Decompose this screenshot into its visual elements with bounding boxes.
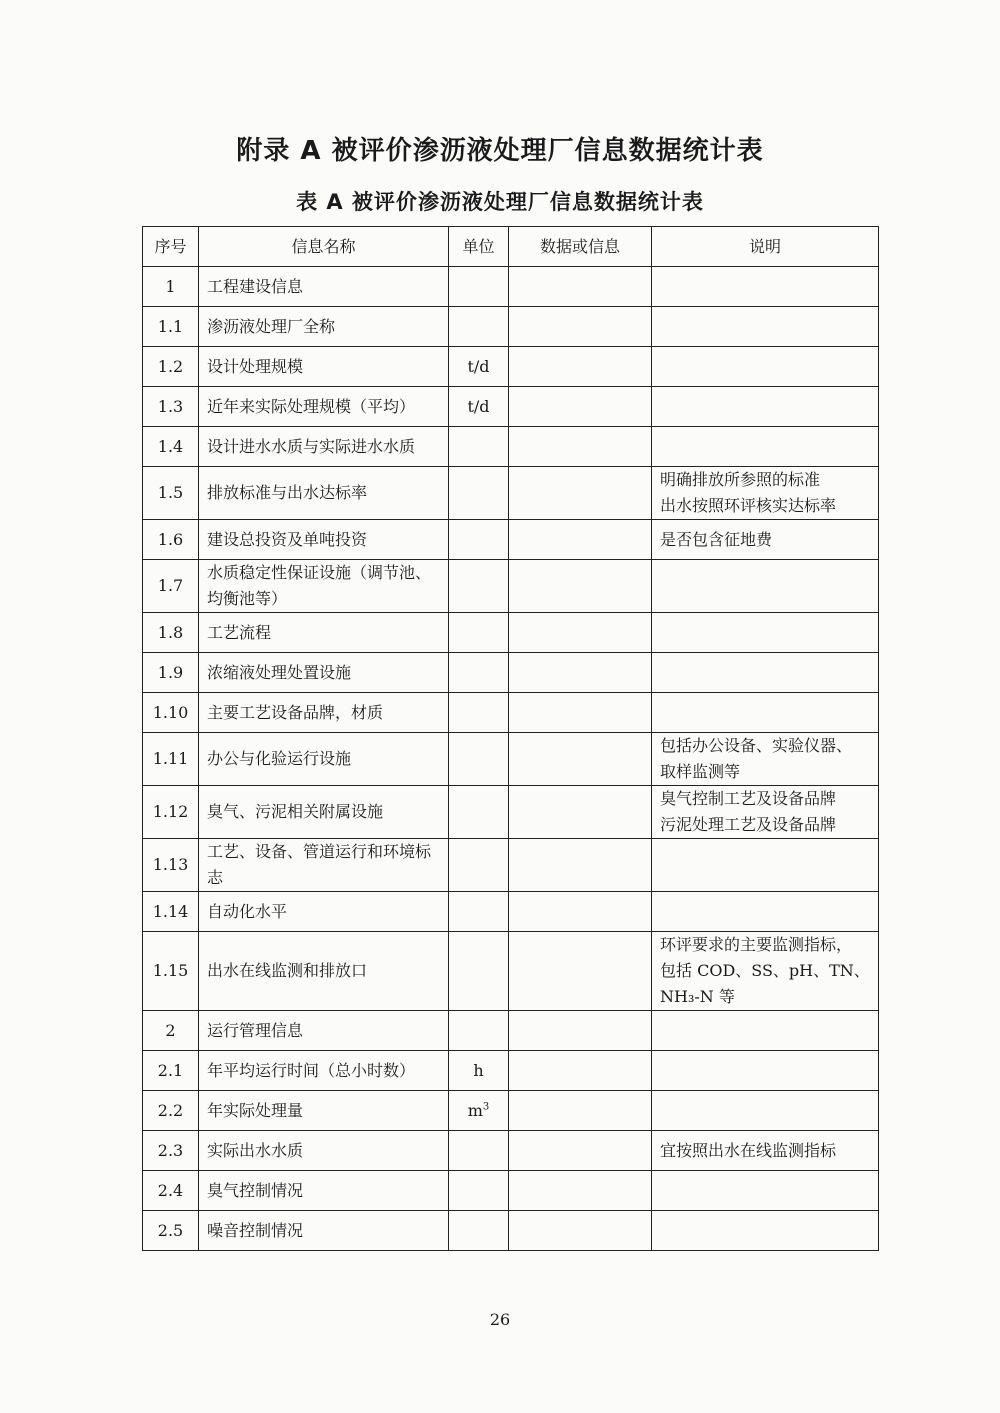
row-data-value (509, 892, 652, 932)
row-unit (449, 1091, 509, 1131)
row-data-value (509, 1131, 652, 1171)
row-unit-superscript: 3 (482, 1101, 490, 1113)
row-remark (652, 613, 879, 653)
row-unit (449, 653, 509, 693)
row-remark (652, 1131, 879, 1171)
row-data-value (509, 267, 652, 307)
row-info-name: 出水在线监测和排放口 (199, 932, 449, 1011)
row-remark (652, 1171, 879, 1211)
row-serial-number: 1.3 (143, 387, 199, 427)
row-data-value (509, 520, 652, 560)
table-row (143, 1211, 879, 1251)
row-serial-number: 1.11 (143, 733, 199, 786)
row-remark (652, 560, 879, 613)
row-unit (449, 347, 509, 387)
table-row (143, 520, 879, 560)
table-row (143, 693, 879, 733)
table-body (143, 267, 879, 1251)
row-remark-line: NH₃-N 等 (660, 987, 735, 1006)
row-unit (449, 520, 509, 560)
row-data-value (509, 693, 652, 733)
row-remark (652, 892, 879, 932)
appendix-title: 附录 A 被评价渗沥液处理厂信息数据统计表 (236, 136, 764, 166)
row-unit (449, 1211, 509, 1251)
row-remark-line: 宜按照出水在线监测指标 (660, 1140, 837, 1160)
row-remark (652, 267, 879, 307)
row-serial-number: 1.9 (143, 653, 199, 693)
row-data-value (509, 733, 652, 786)
table-row (143, 733, 879, 786)
row-info-name: 主要工艺设备品牌，材质 (199, 693, 449, 733)
row-unit (449, 467, 509, 520)
table-row (143, 613, 879, 653)
row-serial-number: 2 (143, 1011, 199, 1051)
row-remark-line: 臭气控制工艺及设备品牌 (660, 789, 837, 808)
row-serial-number: 2.2 (143, 1091, 199, 1131)
row-info-name: 运行管理信息 (199, 1011, 449, 1051)
row-serial-number: 1 (143, 267, 199, 307)
header-unit: 单位 (449, 227, 509, 267)
row-remark (652, 1211, 879, 1251)
row-remark-line: 是否包含征地费 (660, 529, 773, 549)
row-unit (449, 560, 509, 613)
row-remark (652, 693, 879, 733)
row-unit-text: t/d (467, 356, 490, 376)
table-row (143, 839, 879, 892)
row-unit (449, 733, 509, 786)
row-serial-number: 1.10 (143, 693, 199, 733)
row-unit (449, 1171, 509, 1211)
row-info-name: 年实际处理量 (199, 1091, 449, 1131)
row-info-name: 渗沥液处理厂全称 (199, 307, 449, 347)
row-unit (449, 786, 509, 839)
row-remark (652, 467, 879, 520)
row-info-name: 自动化水平 (199, 892, 449, 932)
row-unit (449, 307, 509, 347)
row-data-value (509, 613, 652, 653)
row-remark (652, 839, 879, 892)
header-serial-number: 序号 (143, 227, 199, 267)
row-data-value (509, 1171, 652, 1211)
row-unit (449, 892, 509, 932)
row-info-name: 臭气控制情况 (199, 1171, 449, 1211)
row-data-value (509, 467, 652, 520)
row-data-value (509, 839, 652, 892)
header-info-name: 信息名称 (199, 227, 449, 267)
row-info-name: 臭气、污泥相关附属设施 (199, 786, 449, 839)
table-row (143, 347, 879, 387)
row-unit (449, 693, 509, 733)
row-unit (449, 1051, 509, 1091)
row-data-value (509, 347, 652, 387)
page-number: 26 (489, 1310, 511, 1329)
row-remark (652, 1091, 879, 1131)
row-unit (449, 839, 509, 892)
row-data-value (509, 1011, 652, 1051)
table-row (143, 653, 879, 693)
row-info-name: 水质稳定性保证设施（调节池、均衡池等） (199, 560, 449, 613)
table-row (143, 467, 879, 520)
row-unit (449, 1011, 509, 1051)
row-info-name: 办公与化验运行设施 (199, 733, 449, 786)
row-serial-number: 2.5 (143, 1211, 199, 1251)
info-statistics-table (142, 226, 879, 1251)
row-unit (449, 613, 509, 653)
row-remark (652, 520, 879, 560)
row-data-value (509, 307, 652, 347)
row-unit-text: t/d (467, 396, 490, 416)
row-info-name: 近年来实际处理规模（平均） (199, 387, 449, 427)
table-row (143, 932, 879, 1011)
row-data-value (509, 653, 652, 693)
row-serial-number: 1.4 (143, 427, 199, 467)
row-data-value (509, 1051, 652, 1091)
row-serial-number: 1.13 (143, 839, 199, 892)
row-unit (449, 932, 509, 1011)
row-data-value (509, 786, 652, 839)
row-serial-number: 1.1 (143, 307, 199, 347)
table-row (143, 560, 879, 613)
table-row (143, 1131, 879, 1171)
row-remark (652, 653, 879, 693)
row-remark (652, 733, 879, 786)
table-row (143, 786, 879, 839)
table-row (143, 267, 879, 307)
table-row (143, 387, 879, 427)
row-remark-line: 明确排放所参照的标准 (660, 470, 821, 489)
row-unit-text: h (473, 1060, 484, 1080)
table-row (143, 892, 879, 932)
table-row (143, 427, 879, 467)
row-info-name: 工艺流程 (199, 613, 449, 653)
row-info-name: 实际出水水质 (199, 1131, 449, 1171)
row-remark-line: 污泥处理工艺及设备品牌 (660, 815, 837, 834)
row-remark (652, 1011, 879, 1051)
row-info-name: 噪音控制情况 (199, 1211, 449, 1251)
row-serial-number: 1.7 (143, 560, 199, 613)
row-remark (652, 427, 879, 467)
row-remark-line: 包括 COD、SS、pH、TN、 (660, 961, 870, 980)
row-unit (449, 267, 509, 307)
table-row (143, 1171, 879, 1211)
row-serial-number: 1.8 (143, 613, 199, 653)
row-info-name: 建设总投资及单吨投资 (199, 520, 449, 560)
row-remark (652, 307, 879, 347)
row-remark (652, 387, 879, 427)
row-serial-number: 2.4 (143, 1171, 199, 1211)
table-row (143, 307, 879, 347)
row-info-name: 工艺、设备、管道运行和环境标志 (199, 839, 449, 892)
row-info-name: 浓缩液处理处置设施 (199, 653, 449, 693)
row-serial-number: 1.6 (143, 520, 199, 560)
row-serial-number: 1.14 (143, 892, 199, 932)
row-data-value (509, 1091, 652, 1131)
row-info-name: 排放标准与出水达标率 (199, 467, 449, 520)
header-data-or-info: 数据或信息 (509, 227, 652, 267)
row-unit (449, 427, 509, 467)
row-unit-text: m (467, 1100, 483, 1120)
row-serial-number: 1.2 (143, 347, 199, 387)
row-remark-line: 包括办公设备、实验仪器、 (660, 736, 853, 755)
table-row (143, 1091, 879, 1131)
row-info-name: 工程建设信息 (199, 267, 449, 307)
row-serial-number: 2.1 (143, 1051, 199, 1091)
table-title: 表 A 被评价渗沥液处理厂信息数据统计表 (296, 190, 704, 214)
row-info-name: 设计进水水质与实际进水水质 (199, 427, 449, 467)
row-unit (449, 1131, 509, 1171)
row-data-value (509, 932, 652, 1011)
row-info-name: 设计处理规模 (199, 347, 449, 387)
row-serial-number: 2.3 (143, 1131, 199, 1171)
row-remark (652, 1051, 879, 1091)
row-remark (652, 932, 879, 1011)
row-data-value (509, 387, 652, 427)
row-serial-number: 1.12 (143, 786, 199, 839)
row-remark (652, 347, 879, 387)
row-unit (449, 387, 509, 427)
row-info-name: 年平均运行时间（总小时数） (199, 1051, 449, 1091)
header-remarks: 说明 (652, 227, 879, 267)
table-row (143, 1051, 879, 1091)
row-remark-line: 环评要求的主要监测指标， (660, 935, 853, 954)
row-serial-number: 1.5 (143, 467, 199, 520)
row-serial-number: 1.15 (143, 932, 199, 1011)
row-data-value (509, 1211, 652, 1251)
row-data-value (509, 427, 652, 467)
table-header-row (143, 227, 879, 267)
row-remark (652, 786, 879, 839)
table-row (143, 1011, 879, 1051)
row-data-value (509, 560, 652, 613)
row-remark-line: 出水按照环评核实达标率 (660, 496, 837, 515)
row-remark-line: 取样监测等 (660, 762, 741, 781)
